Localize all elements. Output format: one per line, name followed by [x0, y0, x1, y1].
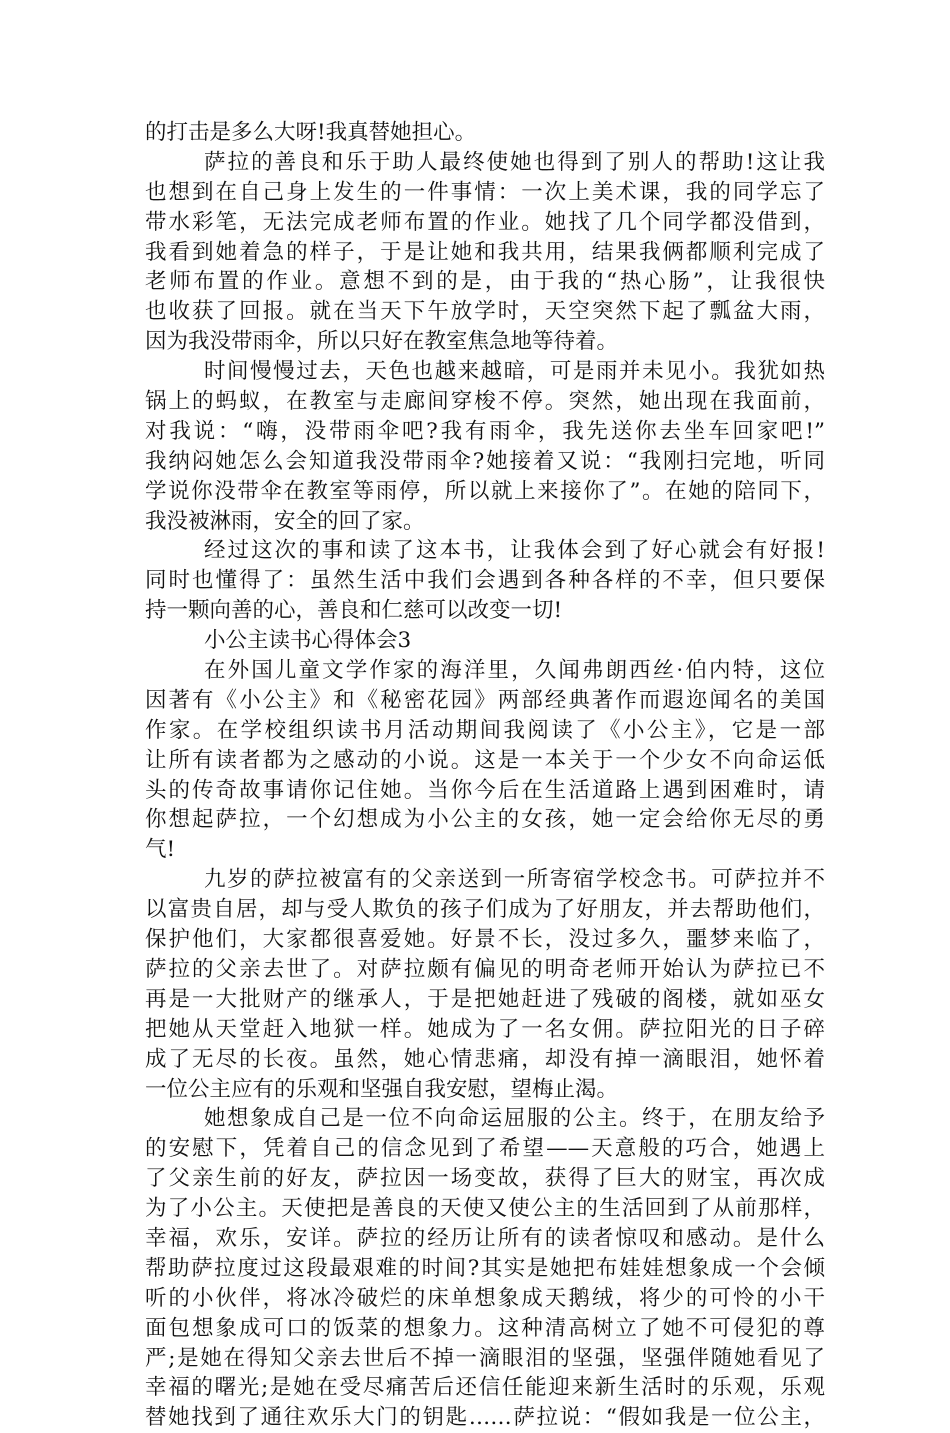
- text-line: 我没被淋雨，安全的回了家。: [145, 508, 425, 534]
- text-line: 再是一大批财产的继承人，于是把她赶进了残破的阁楼，就如巫女: [145, 986, 825, 1012]
- text-line: 九岁的萨拉被富有的父亲送到一所寄宿学校念书。可萨拉并不: [204, 867, 825, 893]
- text-line: 萨拉的父亲去世了。对萨拉颇有偏见的明奇老师开始认为萨拉已不: [145, 956, 825, 982]
- paragraph: [145, 536, 825, 626]
- text-line: 严;是她在得知父亲去世后不掉一滴眼泪的坚强，坚强伴随她看见了: [145, 1345, 825, 1371]
- text-line: 她想象成自己是一位不向命运屈服的公主。终于，在朋友给予: [204, 1106, 825, 1132]
- text-line: 气!: [145, 837, 176, 863]
- text-line: 小公主读书心得体会3: [204, 628, 412, 654]
- text-line: 了父亲生前的好友，萨拉因一场变故，获得了巨大的财宝，再次成: [145, 1166, 825, 1192]
- text-line: 让所有读者都为之感动的小说。这是一本关于一个少女不向命运低: [145, 747, 825, 773]
- text-line: 的安慰下，凭着自己的信念见到了希望——天意般的巧合，她遇上: [145, 1136, 825, 1162]
- paragraph: [145, 357, 825, 536]
- text-line: 持一颗向善的心，善良和仁慈可以改变一切!: [145, 598, 563, 624]
- text-line: 把她从天堂赶入地狱一样。她成为了一名女佣。萨拉阳光的日子碎: [145, 1016, 825, 1042]
- section-heading: [145, 626, 825, 656]
- text-line: 作家。在学校组织读书月活动期间我阅读了《小公主》，它是一部: [145, 717, 825, 743]
- text-line: 头的传奇故事请你记住她。当你今后在生活道路上遇到困难时，请: [145, 777, 825, 803]
- text-line: 以富贵自居，却与受人欺负的孩子们成为了好朋友，并去帮助他们，: [145, 897, 825, 923]
- text-line: 我纳闷她怎么会知道我没带雨伞?她接着又说：“我刚扫完地，听同: [145, 448, 825, 474]
- text-line: 面包想象成可口的饭菜的想象力。这种清高树立了她不可侵犯的尊: [145, 1315, 825, 1341]
- text-line: 同时也懂得了：虽然生活中我们会遇到各种各样的不幸，但只要保: [145, 568, 825, 594]
- text-line: 也想到在自己身上发生的一件事情：一次上美术课，我的同学忘了: [145, 179, 825, 205]
- text-line: 因为我没带雨伞，所以只好在教室焦急地等待着。: [145, 329, 619, 355]
- text-line: 帮助萨拉度过这段最艰难的时间?其实是她把布娃娃想象成一个会倾: [145, 1255, 825, 1281]
- text-line: 经过这次的事和读了这本书，让我体会到了好心就会有好报!: [204, 538, 825, 564]
- text-line: 锅上的蚂蚁，在教室与走廊间穿梭不停。突然，她出现在我面前，: [145, 389, 825, 415]
- text-line: 为了小公主。天使把是善良的天使又使公主的生活回到了从前那样，: [145, 1196, 825, 1222]
- paragraph: [145, 656, 825, 865]
- text-line: 替她找到了通往欢乐大门的钥匙……萨拉说：“假如我是一位公主，: [145, 1405, 825, 1431]
- text-line: 对我说：“嗨，没带雨伞吧?我有雨伞，我先送你去坐车回家吧!”: [145, 418, 825, 444]
- text-line: 时间慢慢过去，天色也越来越暗，可是雨并未见小。我犹如热: [204, 359, 825, 385]
- text-line: 老师布置的作业。意想不到的是，由于我的“热心肠”，让我很快: [145, 269, 825, 295]
- text-line: 幸福，欢乐，安详。萨拉的经历让所有的读者惊叹和感动。是什么: [145, 1225, 825, 1251]
- paragraph: [145, 865, 825, 1104]
- text-line: 我看到她着急的样子，于是让她和我共用，结果我俩都顺利完成了: [145, 239, 825, 265]
- document-body: [145, 118, 825, 1433]
- paragraph: [145, 1104, 825, 1433]
- text-line: 也收获了回报。就在当天下午放学时，天空突然下起了瓢盆大雨，: [145, 299, 825, 325]
- text-line: 成了无尽的长夜。虽然，她心情悲痛，却没有掉一滴眼泪，她怀着: [145, 1046, 825, 1072]
- text-line: 听的小伙伴，将冰冷破烂的床单想象成天鹅绒，将少的可怜的小干: [145, 1285, 825, 1311]
- text-line: 带水彩笔，无法完成老师布置的作业。她找了几个同学都没借到，: [145, 209, 825, 235]
- paragraph: [145, 118, 825, 148]
- text-line: 保护他们，大家都很喜爱她。好景不长，没过多久，噩梦来临了，: [145, 927, 825, 953]
- text-line: 的打击是多么大呀!我真替她担心。: [145, 120, 477, 145]
- text-line: 在外国儿童文学作家的海洋里，久闻弗朗西丝·伯内特，这位: [204, 658, 825, 684]
- text-line: 幸福的曙光;是她在受尽痛苦后还信任能迎来新生活时的乐观，乐观: [145, 1375, 825, 1401]
- paragraph: [145, 148, 825, 357]
- text-line: 学说你没带伞在教室等雨停，所以就上来接你了”。在她的陪同下，: [145, 478, 825, 504]
- text-line: 一位公主应有的乐观和坚强自我安慰，望梅止渴。: [145, 1076, 619, 1102]
- text-line: 萨拉的善良和乐于助人最终使她也得到了别人的帮助!这让我: [204, 149, 825, 175]
- text-line: 因著有《小公主》和《秘密花园》两部经典著作而遐迩闻名的美国: [145, 687, 825, 713]
- text-line: 你想起萨拉，一个幻想成为小公主的女孩，她一定会给你无尽的勇: [145, 807, 825, 833]
